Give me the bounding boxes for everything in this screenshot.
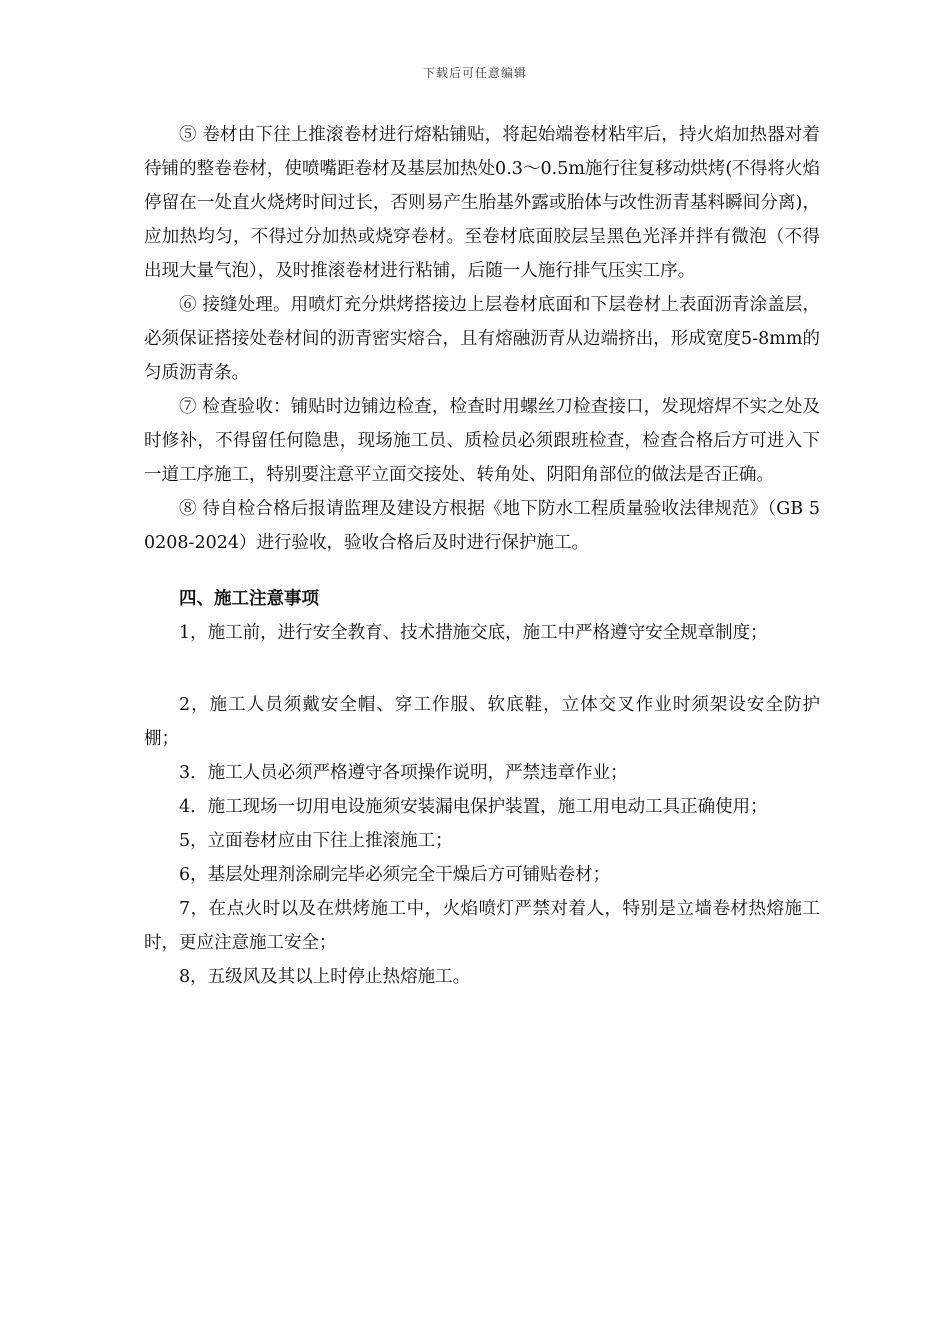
page-header: 下载后可任意编辑 [422,66,527,80]
list-item: 3．施工人员必须严格遵守各项操作说明，严禁违章作业； [179,763,628,783]
section-heading: 四、施工注意事项 [179,589,319,609]
list-item: 4．施工现场一切用电设施须安装漏电保护装置，施工用电动工具正确使用； [179,797,768,817]
step-5-paragraph: ⑤ 卷材由下往上推滚卷材进行熔粘铺贴，将起始端卷材粘牢后，持火焰加热器对着待铺的整卷卷材，使喷嘴距卷材及基层加热处0.3～0.5m施行往复移动烘烤(不得将火焰停留在一处直火烧烤时间过长，否则易产生胎基外露或胎体与改性沥青基料瞬间分离)，应加热均匀，不得过分加热或烧穿卷材。至卷材底面胶层呈黑色光泽并拌有微泡（不得出现大量气泡），及时推滚卷材进行粘铺，后随一人施行排气压实工序。 [144,125,820,281]
list-item: 1，施工前，进行安全教育、技术措施交底，施工中严格遵守安全规章制度； [179,623,768,643]
step-8-paragraph: ⑧ 待自检合格后报请监理及建设方根据《地下防水工程质量验收法律规范》（GB 50208-2024）进行验收，验收合格后及时进行保护施工。 [144,499,820,553]
list-item: 6，基层处理剂涂刷完毕必须完全干燥后方可铺贴卷材； [179,865,611,885]
step-6-paragraph: ⑥ 接缝处理。用喷灯充分烘烤搭接边上层卷材底面和下层卷材上表面沥青涂盖层，必须保证搭接处卷材间的沥青密实熔合，且有熔融沥青从边端挤出，形成宽度5-8mm的匀质沥青条。 [144,295,820,383]
list-item: 5，立面卷材应由下往上推滚施工； [179,831,453,851]
list-item: 8，五级风及其以上时停止热熔施工。 [179,967,471,987]
list-item: 7，在点火时以及在烘烤施工中，火焰喷灯严禁对着人，特别是立墙卷材热熔施工时，更应注意施工安全； [144,899,820,953]
document-body [144,118,820,994]
list-item: 2，施工人员须戴安全帽、穿工作服、软底鞋，立体交叉作业时须架设安全防护棚； [144,695,820,749]
step-7-paragraph: ⑦ 检查验收：铺贴时边铺边检查，检查时用螺丝刀检查接口，发现熔焊不实之处及时修补，不得留任何隐患，现场施工员、质检员必须跟班检查，检查合格后方可进入下一道工序施工，特别要注意平立面交接处、转角处、阴阳角部位的做法是否正确。 [144,397,820,485]
spacer [144,560,820,582]
spacer [144,650,820,688]
